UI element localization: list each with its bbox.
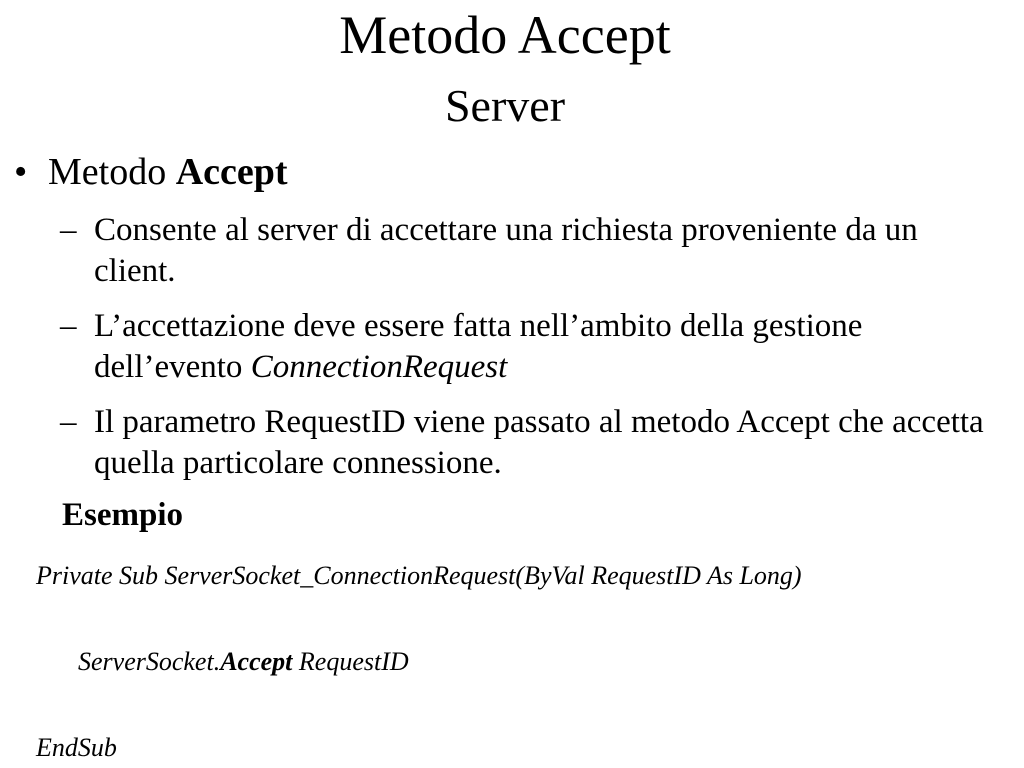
sub-item-consente <box>60 210 1000 292</box>
dash-marker: – <box>60 404 77 440</box>
code-line-accept-call <box>78 648 409 677</box>
sub-item-parametro <box>60 402 1000 484</box>
code-argument: RequestID <box>292 647 409 676</box>
bullet-text: Metodo <box>48 151 176 193</box>
sub-item-text: Il parametro RequestID viene passato al metodo Accept che accetta quella particolare connessione. <box>94 404 984 481</box>
example-label: Esempio <box>62 497 184 533</box>
sub-item-emphasis: ConnectionRequest <box>250 349 508 385</box>
sub-item-accettazione <box>60 306 1000 388</box>
code-method: Accept <box>220 647 293 676</box>
code-line-sub-declaration: Private Sub ServerSocket_ConnectionRequest(ByVal RequestID As Long) <box>36 561 802 590</box>
sub-item-text: Consente al server di accettare una richiesta proveniente da un client. <box>94 212 918 289</box>
slide-subtitle: Server <box>444 80 566 131</box>
bullet-marker: • <box>14 151 28 193</box>
bullet-item-metodo-accept <box>14 152 288 194</box>
sub-item-text-wrapper <box>60 306 1000 388</box>
bullet-emphasis: Accept <box>175 151 288 193</box>
dash-marker: – <box>60 212 77 248</box>
sub-item-text: L’accettazione deve essere fatta nell’ambito della gestione dell’evento <box>94 308 863 385</box>
code-line-end-sub: EndSub <box>36 733 117 762</box>
dash-marker: – <box>60 308 77 344</box>
code-object: ServerSocket. <box>78 647 221 676</box>
slide-title: Metodo Accept <box>339 5 671 65</box>
